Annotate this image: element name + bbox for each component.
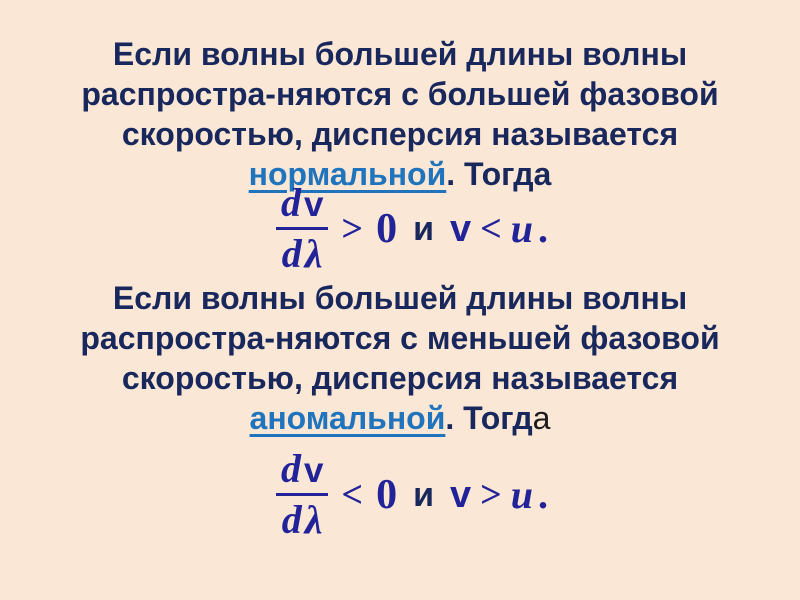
text-line: Если волны большей длины волны [112,280,688,316]
group-velocity-u: u [510,205,534,251]
differential-d: d [281,231,302,276]
derivative-fraction [276,446,328,542]
derivative-fraction [276,180,328,276]
after-link-text: . Тогд [445,400,533,436]
phase-velocity-v: v [449,473,472,516]
conjunction-and: и [413,475,434,514]
fraction-numerator [276,446,328,493]
paragraph-normal-dispersion [0,34,800,194]
comparator-sign: > [341,207,364,250]
lambda-symbol: λ [304,231,323,276]
zero-value: 0 [376,471,398,518]
phase-velocity-v: v [449,207,472,250]
text-line: распростра-няются с большей фазовой [81,76,719,112]
link-anomalous-dispersion[interactable]: аномальной [249,400,446,436]
text-line: скоростью, дисперсия называется [121,360,679,396]
phase-velocity-v: v [303,185,324,224]
comparator-sign: < [341,473,364,516]
text-line: распростра-няются с меньшей фазовой [80,320,720,356]
relation-sign: < [480,207,502,250]
trailing-letter: а [532,400,551,436]
text-line: Если волны большей длины волны [112,36,688,72]
formula-normal-dispersion [12,180,800,276]
fraction-denominator [277,496,328,542]
differential-d: d [280,180,301,225]
period: . [538,471,549,517]
relation-sign: > [480,473,502,516]
text-line: скоростью, дисперсия называется [121,116,679,152]
paragraph-anomalous-dispersion [0,278,800,438]
conjunction-and: и [413,209,434,248]
after-link-text: . Тогда [446,156,552,192]
formula-anomalous-dispersion [12,446,800,542]
lambda-symbol: λ [304,497,323,542]
period: . [538,205,549,251]
differential-d: d [281,497,302,542]
fraction-denominator [277,230,328,276]
differential-d: d [280,446,301,491]
link-normal-dispersion[interactable]: нормальной [248,156,447,192]
group-velocity-u: u [510,471,534,517]
text-line [0,398,800,438]
phase-velocity-v: v [303,451,324,490]
fraction-numerator [276,180,328,227]
zero-value: 0 [376,205,398,252]
